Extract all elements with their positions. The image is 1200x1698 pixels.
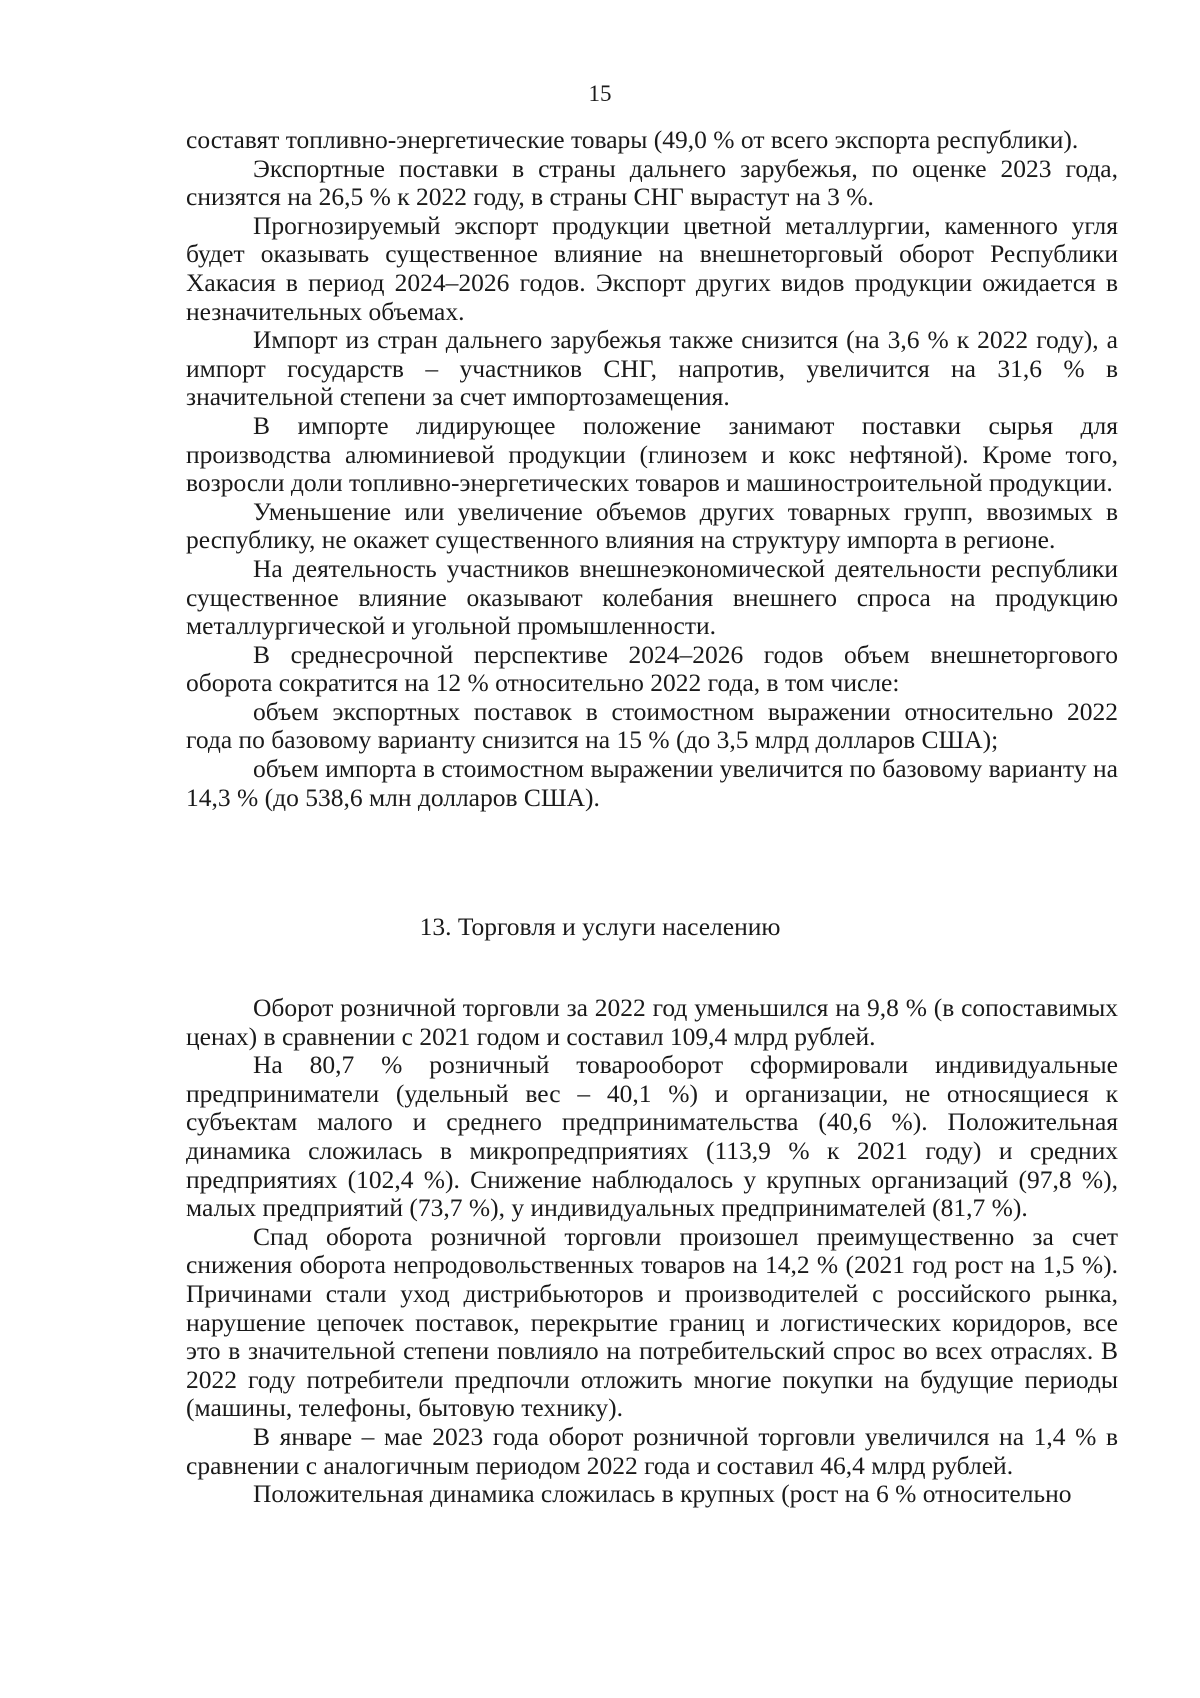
paragraph-import-change: Импорт из стран дальнего зарубежья также снизится (на 3,6 % к 2022 году), а импорт государств – участников СНГ, напротив, увеличится на 31,6 % в значительной степени за счет импортозамещения. (186, 325, 1118, 412)
paragraph-turnover-decline: Спад оборота розничной торговли произошел преимущественно за счет снижения оборота непродовольственных товаров на 14,2 % (2021 год рост на 1,5 %). Причинами стали уход дистрибьюторов и производителей с российского рынка, нарушение цепочек поставок, перекрытие границ и логистических коридоров, все это в значительной степени повлияло на потребительский спрос во всех отраслях. В 2022 году потребители предпочли отложить многие покупки на будущие периоды (машины, телефоны, бытовую технику). (186, 1221, 1118, 1423)
paragraph-export-forecast: Прогнозируемый экспорт продукции цветной металлургии, каменного угля будет оказывать существенное влияние на внешнеторговый оборот Республики Хакасия в период 2024–2026 годов. Экспорт других видов продукции ожидается в незначительных объемах. (186, 210, 1118, 326)
text-block-retail-trade (186, 994, 1118, 1509)
paragraph-positive-dynamics: Положительная динамика сложилась в крупных (рост на 6 % относительно (253, 1479, 1072, 1509)
paragraph-turnover-structure: На 80,7 % розничный товарооборот сформировали индивидуальные предприниматели (удельный вес – 40,1 %) и организации, не относящиеся к субъектам малого и среднего предпринимательства (40,6 %). Положительная динамика сложилась в микропредприятиях (113,9 % к 2021 году) и средних предприятиях (102,4 %). Снижение наблюдалось у крупных организаций (97,8 %), малых предприятий (73,7 %), у индивидуальных предпринимателей (81,7 %). (186, 1050, 1118, 1223)
section-heading: 13. Торговля и услуги населению (419, 912, 781, 941)
paragraph-continuation: составят топливно-энергетические товары (49,0 % от всего экспорта республики). (186, 125, 1079, 154)
paragraph-other-goods: Уменьшение или увеличение объемов других товарных групп, ввозимых в республику, не окажет существенного влияния на структуру импорта в регионе. (186, 496, 1118, 555)
paragraph-export-volume: объем экспортных поставок в стоимостном выражении относительно 2022 года по базовому варианту снизится на 15 % (до 3,5 млрд долларов США); (186, 696, 1118, 755)
paragraph-demand-fluctuations: На деятельность участников внешнеэкономической деятельности республики существенное влияние оказывают колебания внешнего спроса на продукцию металлургической и угольной промышленности. (186, 553, 1118, 641)
paragraph-export-supplies: Экспортные поставки в страны дальнего зарубежья, по оценке 2023 года, снизятся на 26,5 % к 2022 году, в страны СНГ вырастут на 3 %. (186, 153, 1118, 212)
paragraph-import-structure: В импорте лидирующее положение занимают поставки сырья для производства алюминиевой продукции (глинозем и кокс нефтяной). Кроме того, возросли доли топливно-энергетических товаров и машиностроительной продукции. (186, 410, 1118, 498)
page-number: 15 (588, 81, 612, 106)
text-block-foreign-trade (186, 126, 1118, 812)
paragraph-jan-may-2023: В январе – мае 2023 года оборот розничной торговли увеличился на 1,4 % в сравнении с аналогичным периодом 2022 года и составил 46,4 млрд рублей. (186, 1421, 1118, 1480)
paragraph-retail-turnover: Оборот розничной торговли за 2022 год уменьшился на 9,8 % (в сопоставимых ценах) в сравнении с 2021 годом и составил 109,4 млрд рублей. (186, 993, 1118, 1051)
paragraph-import-volume: объем импорта в стоимостном выражении увеличится по базовому варианту на 14,3 % (до 538,6 млн долларов США). (186, 754, 1118, 812)
paragraph-midterm-outlook: В среднесрочной перспективе 2024–2026 годов объем внешнеторгового оборота сократится на 12 % относительно 2022 года, в том числе: (186, 639, 1118, 698)
